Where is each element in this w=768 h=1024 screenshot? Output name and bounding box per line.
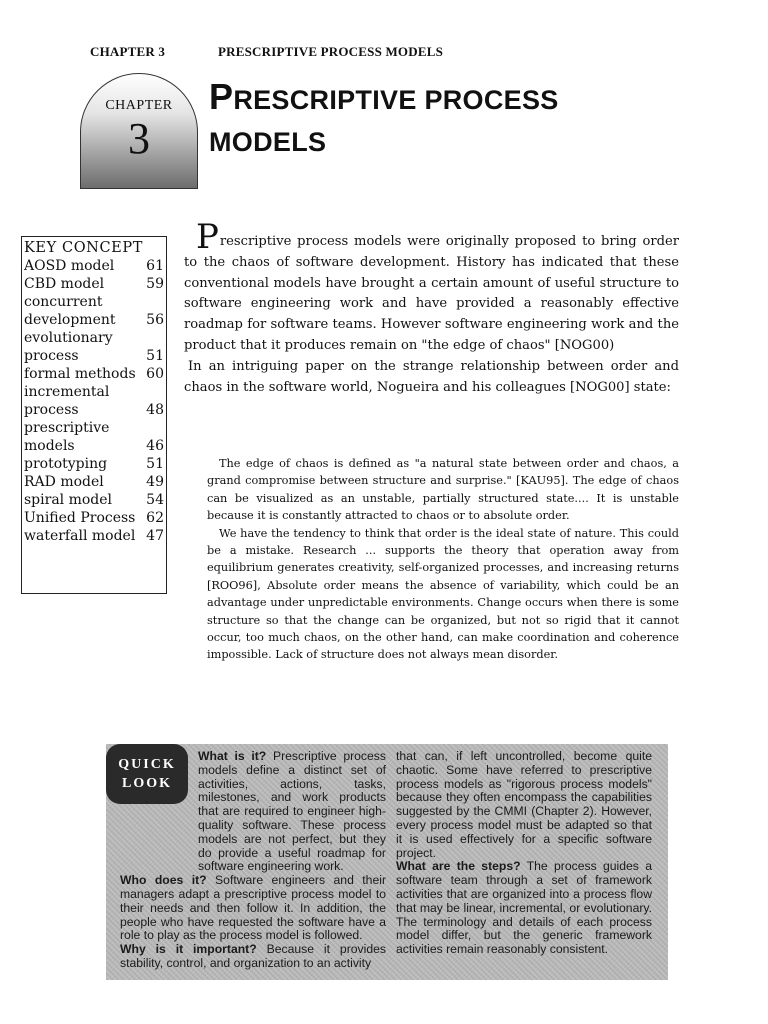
quick-look-answer: Software engineers and their managers adapt a prescriptive process model to their needs and then follow it. In addition, the people who have requested the software have a role to play as the process model is followed.: [120, 873, 386, 943]
quick-look-right-column: [396, 750, 652, 957]
key-concept-term: spiral model: [24, 492, 113, 508]
key-concept-page: 47: [146, 528, 164, 544]
quick-look-why-important: [120, 943, 386, 971]
quick-look-answer: Because it provides stability, control, and organization to an activity: [120, 942, 386, 970]
key-concept-item: [24, 455, 164, 473]
quick-look-question: Why is it important?: [120, 942, 257, 957]
key-concept-term: prototyping: [24, 456, 108, 472]
quick-look-question: What is it?: [198, 749, 267, 763]
quick-look-box: [106, 744, 668, 980]
key-concept-term: formal methods: [24, 366, 136, 382]
key-concept-page: 56: [146, 312, 164, 328]
key-concept-item: [24, 257, 164, 275]
body-paragraph-2: In an intriguing paper on the strange relationship between order and chaos in the software world, Nogueira and his colleagues [NOG00] state:: [184, 358, 679, 395]
quick-look-badge-line-2: LOOK: [121, 776, 172, 791]
key-concept-item: [24, 509, 164, 527]
body-paragraph-1-text: rescriptive process models were originally proposed to bring order to the chaos of software development. History has indicated that these conventional models have brought a certain amount of useful structure to software engineering work and have provided a reasonably effective roadmap for software teams. However software engineering work and the product that it produces remain on "the edge of chaos" [NOG00): [184, 234, 679, 353]
key-concept-title: KEY CONCEPT: [24, 240, 143, 256]
quick-look-question: What are the steps?: [396, 859, 521, 874]
body-text: [184, 217, 679, 398]
quick-look-who-does-it: [120, 874, 386, 943]
chapter-title: [209, 76, 729, 163]
key-concept-item: [24, 293, 164, 329]
key-concept-item: [24, 527, 164, 545]
block-quote: [207, 455, 679, 664]
chapter-tab-number: 3: [128, 114, 150, 163]
key-concept-page: 46: [146, 438, 164, 454]
key-concept-item: [24, 491, 164, 509]
key-concept-term: waterfall model: [24, 528, 136, 544]
key-concept-term: RAD model: [24, 474, 104, 490]
quick-look-continuation: that can, if left uncontrolled, become quite chaotic. Some have referred to prescriptive process models as "rigorous process models" because they often encompass the capabilities suggested by the CMMI (Chapter 2). However, every process model must be adapted so that it is used effectively for a specific software project.: [396, 749, 652, 860]
key-concept-page: 62: [146, 510, 164, 526]
quote-paragraph-1: The edge of chaos is defined as "a natural state between order and chaos, a grand compromise between structure and surprise." [KAU95]. The edge of chaos can be visualized as an unstable, partially structured state.... It is unstable because it is constantly attracted to chaos or to absolute order.: [207, 457, 679, 523]
chapter-tab-label: CHAPTER: [105, 98, 173, 113]
key-concept-page: 61: [146, 258, 164, 274]
key-concept-item: [24, 419, 164, 455]
quote-paragraph-2: We have the tendency to think that order is the ideal state of nature. This could be a mistake. Research ... supports the theory that operation away from equilibrium generates creativity, self-organized processes, and increasing returns [ROO96], Absolute order means the absence of variability, which could be an advantage under unpredictable environments. Change occurs when there is some structure so that the change can be organized, but not so rigid that it cannot occur, too much chaos, on the other hand, can make coordination and coherence impossible. Lack of structure does not always mean disorder.: [207, 526, 679, 662]
quick-look-answer: The process guides a software team through a set of framework activities that are organized into a process flow that may be linear, incremental, or evolutionary. The terminology and details of each process model differ, but the generic framework activities remain reasonably consistent.: [396, 859, 652, 957]
key-concept-page: 60: [146, 366, 164, 382]
quick-look-answer: Prescriptive process models define a distinct set of activities, actions, tasks, milestones, and work products that are required to engineer high-quality software. These process models are not perfect, but they do provide a useful roadmap for software engineering work.: [198, 749, 386, 874]
key-concept-term: Unified Process: [24, 510, 136, 526]
running-head-title: PRESCRIPTIVE PROCESS MODELS: [218, 44, 443, 59]
key-concept-item: [24, 329, 164, 365]
key-concept-term: incremental process: [24, 384, 110, 418]
quick-look-badge-line-1: QUICK: [118, 757, 176, 772]
running-head-chapter: CHAPTER 3: [90, 44, 166, 59]
key-concept-page: 59: [146, 276, 164, 292]
key-concept-term: AOSD model: [24, 258, 115, 274]
key-concept-page: 54: [146, 492, 164, 508]
key-concept-item: [24, 473, 164, 491]
key-concept-item: [24, 365, 164, 383]
chapter-title-line-2: MODELS: [209, 127, 327, 157]
key-concept-term: prescriptive models: [24, 420, 110, 454]
key-concept-term: evolutionary process: [24, 330, 113, 364]
quick-look-badge: [106, 744, 188, 804]
key-concept-box: [21, 236, 167, 594]
key-concept-item: [24, 383, 164, 419]
key-concept-item: [24, 275, 164, 293]
chapter-tab: [80, 73, 198, 189]
key-concept-page: 51: [146, 456, 164, 472]
body-paragraph-1: [184, 217, 679, 357]
drop-cap: P: [196, 217, 219, 257]
key-concept-page: 51: [146, 348, 164, 364]
key-concept-page: 49: [146, 474, 164, 490]
quick-look-question: Who does it?: [120, 873, 207, 888]
key-concept-term: concurrent development: [24, 294, 116, 328]
key-concept-term: CBD model: [24, 276, 105, 292]
key-concept-page: 48: [146, 402, 164, 418]
chapter-title-line-1: PRESCRIPTIVE PROCESS: [209, 76, 559, 117]
quick-look-what-steps: [396, 860, 652, 957]
